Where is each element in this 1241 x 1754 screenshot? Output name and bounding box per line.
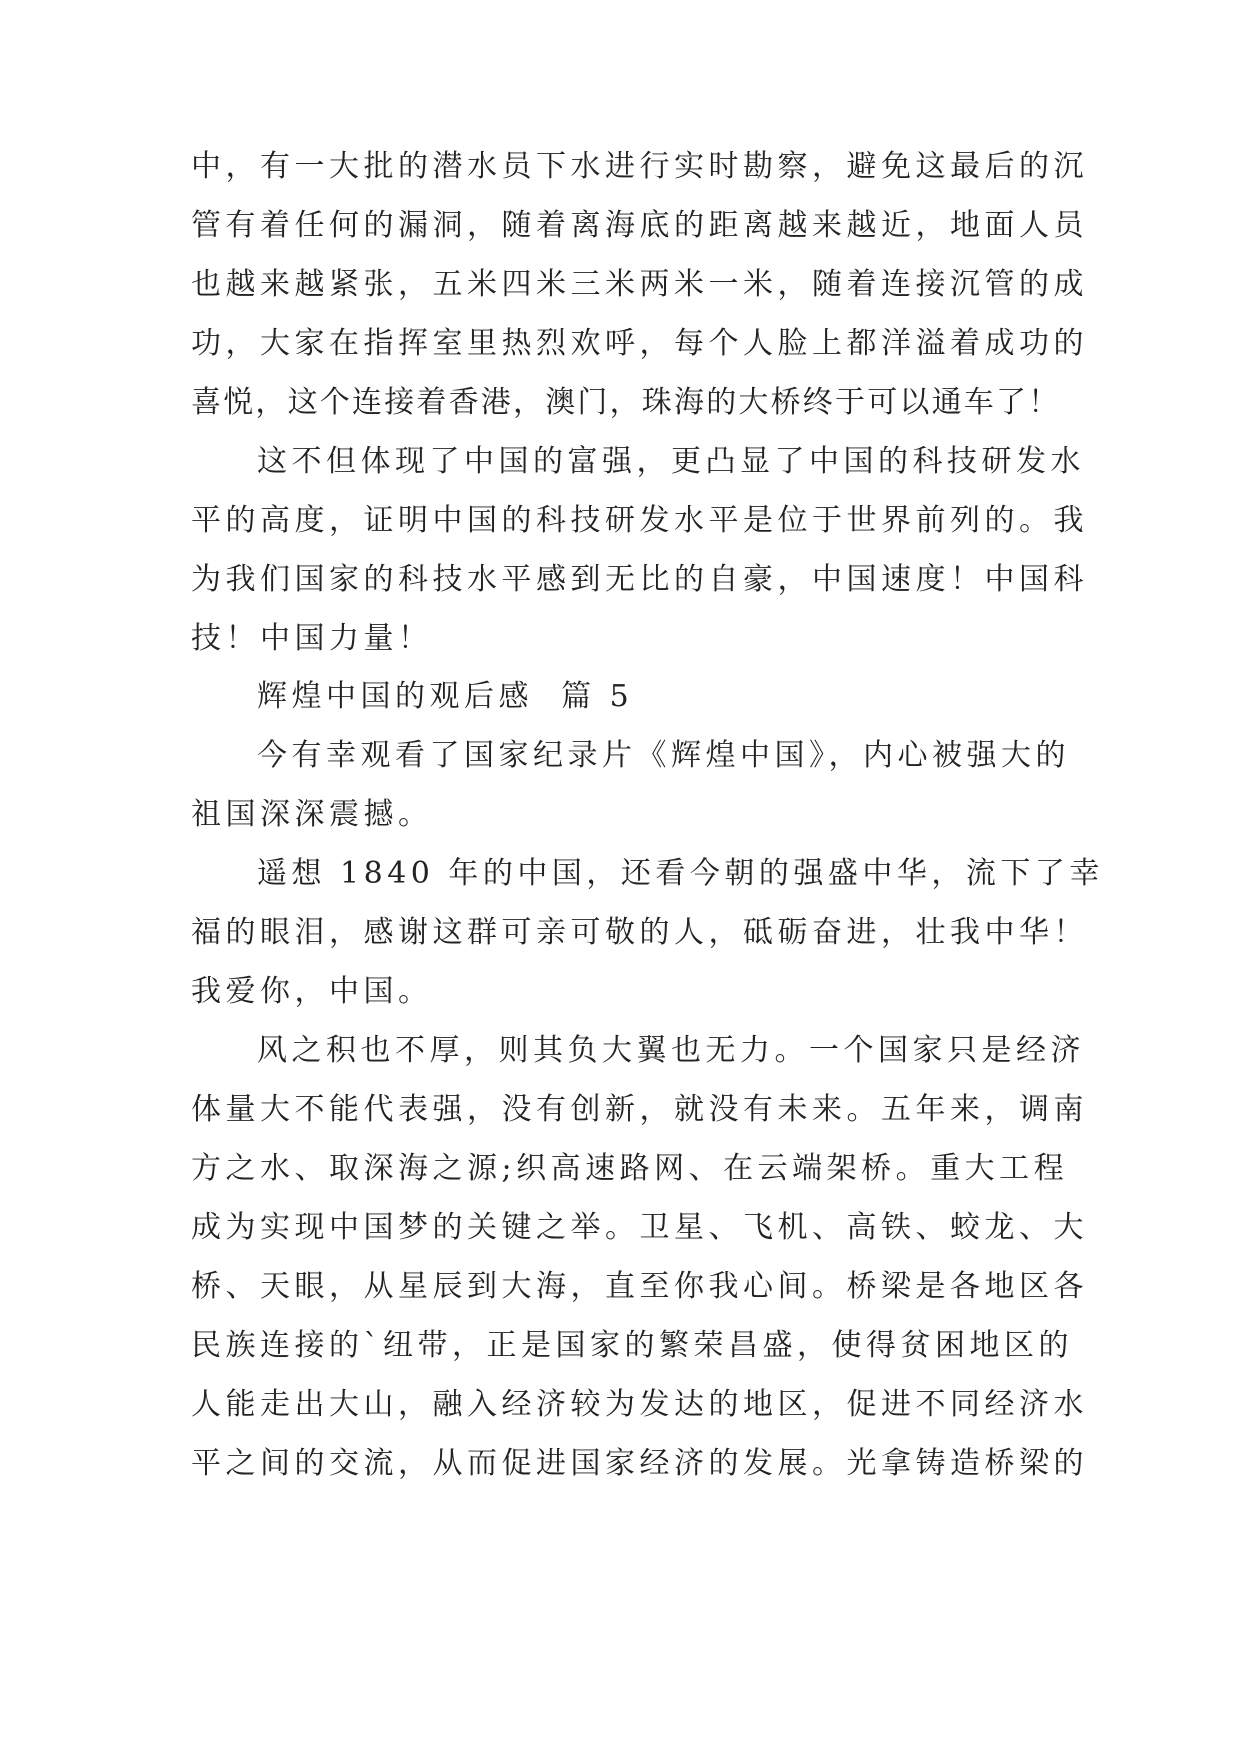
text-line: 今有幸观看了国家纪录片《辉煌中国》，内心被强大的 xyxy=(257,738,1070,773)
text-line: 桥、天眼，从星辰到大海，直至你我心间。桥梁是各地区各 xyxy=(191,1269,1088,1304)
text-line: 功，大家在指挥室里热烈欢呼，每个人脸上都洋溢着成功的 xyxy=(191,326,1088,361)
text-line: 我爱你，中国。 xyxy=(191,974,433,1009)
section-heading-block xyxy=(191,667,1051,726)
text-line: 也越来越紧张，五米四米三米两米一米，随着连接沉管的成 xyxy=(191,267,1088,302)
text-line: 成为实现中国梦的关键之举。卫星、飞机、高铁、蛟龙、大 xyxy=(191,1210,1088,1245)
section-heading: 辉煌中国的观后感 篇 5 xyxy=(257,679,634,714)
text-line: 技！中国力量！ xyxy=(191,621,433,656)
text-line: 体量大不能代表强，没有创新，就没有未来。五年来，调南 xyxy=(191,1092,1088,1127)
text-line: 祖国深深震撼。 xyxy=(191,797,433,832)
text-line: 福的眼泪，感谢这群可亲可敬的人，砥砺奋进，壮我中华！ xyxy=(191,915,1088,950)
text-line: 管有着任何的漏洞，随着离海底的距离越来越近，地面人员 xyxy=(191,208,1088,243)
text-line: 平之间的交流，从而促进国家经济的发展。光拿铸造桥梁的 xyxy=(191,1446,1088,1481)
text-line: 平的高度，证明中国的科技研发水平是位于世界前列的。我 xyxy=(191,503,1088,538)
text-line: 中，有一大批的潜水员下水进行实时勘察，避免这最后的沉 xyxy=(191,149,1088,184)
text-line: 民族连接的`纽带，正是国家的繁荣昌盛，使得贫困地区的 xyxy=(191,1328,1073,1363)
text-line: 为我们国家的科技水平感到无比的自豪，中国速度！中国科 xyxy=(191,562,1088,597)
text-line: 这不但体现了中国的富强，更凸显了中国的科技研发水 xyxy=(257,444,1085,479)
text-line: 人能走出大山，融入经济较为发达的地区，促进不同经济水 xyxy=(191,1387,1088,1422)
paragraph-group-1 xyxy=(191,137,1088,668)
text-line: 遥想 1840 年的中国，还看今朝的强盛中华，流下了幸 xyxy=(257,856,1104,891)
paragraph-group-2 xyxy=(191,726,1104,1493)
text-line: 喜悦，这个连接着香港，澳门，珠海的大桥终于可以通车了！ xyxy=(191,385,1061,420)
text-line: 风之积也不厚，则其负大翼也无力。一个国家只是经济 xyxy=(257,1033,1085,1068)
text-line: 方之水、取深海之源;织高速路网、在云端架桥。重大工程 xyxy=(191,1151,1069,1186)
